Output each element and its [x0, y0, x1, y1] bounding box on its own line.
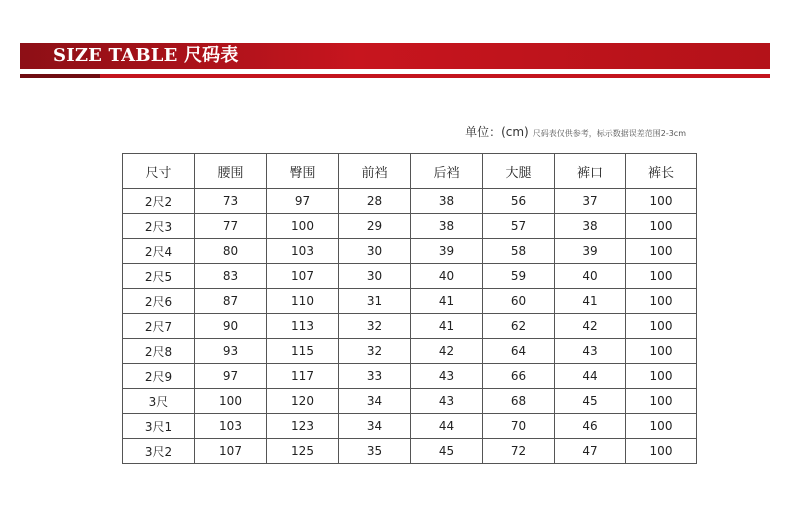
measurement-cell: 100 [626, 314, 697, 339]
page-title: SIZE TABLE 尺码表 [53, 45, 239, 66]
column-header: 大腿 [483, 154, 555, 189]
measurement-cell: 87 [195, 289, 267, 314]
measurement-cell: 43 [555, 339, 626, 364]
measurement-cell: 64 [483, 339, 555, 364]
measurement-cell: 33 [339, 364, 411, 389]
measurement-cell: 38 [411, 189, 483, 214]
measurement-cell: 30 [339, 264, 411, 289]
table-row [123, 389, 697, 414]
measurement-cell: 60 [483, 289, 555, 314]
unit-caption [465, 121, 686, 140]
size-cell: 3尺 [123, 389, 195, 414]
measurement-cell: 107 [195, 439, 267, 464]
measurement-cell: 100 [626, 289, 697, 314]
measurement-cell: 100 [626, 239, 697, 264]
measurement-cell: 68 [483, 389, 555, 414]
measurement-cell: 40 [411, 264, 483, 289]
measurement-cell: 80 [195, 239, 267, 264]
size-cell: 3尺1 [123, 414, 195, 439]
column-header: 腰围 [195, 154, 267, 189]
measurement-cell: 35 [339, 439, 411, 464]
size-cell: 2尺2 [123, 189, 195, 214]
title-banner [20, 43, 770, 69]
measurement-cell: 66 [483, 364, 555, 389]
table-row [123, 339, 697, 364]
measurement-cell: 100 [626, 264, 697, 289]
column-header: 臀围 [267, 154, 339, 189]
measurement-cell: 38 [555, 214, 626, 239]
column-header: 前裆 [339, 154, 411, 189]
measurement-cell: 56 [483, 189, 555, 214]
table-header-row [123, 154, 697, 189]
measurement-cell: 123 [267, 414, 339, 439]
table-row [123, 289, 697, 314]
measurement-cell: 41 [555, 289, 626, 314]
banner-divider-accent [20, 74, 100, 78]
measurement-cell: 113 [267, 314, 339, 339]
measurement-cell: 58 [483, 239, 555, 264]
measurement-cell: 40 [555, 264, 626, 289]
measurement-cell: 47 [555, 439, 626, 464]
measurement-cell: 110 [267, 289, 339, 314]
table-row [123, 189, 697, 214]
measurement-cell: 117 [267, 364, 339, 389]
size-cell: 2尺9 [123, 364, 195, 389]
measurement-cell: 107 [267, 264, 339, 289]
table-row [123, 364, 697, 389]
size-cell: 2尺7 [123, 314, 195, 339]
table-body [123, 189, 697, 464]
measurement-cell: 100 [626, 389, 697, 414]
measurement-cell: 100 [626, 214, 697, 239]
measurement-cell: 29 [339, 214, 411, 239]
size-cell: 2尺3 [123, 214, 195, 239]
size-cell: 2尺8 [123, 339, 195, 364]
measurement-cell: 73 [195, 189, 267, 214]
measurement-cell: 37 [555, 189, 626, 214]
measurement-cell: 90 [195, 314, 267, 339]
measurement-cell: 45 [411, 439, 483, 464]
measurement-cell: 34 [339, 389, 411, 414]
measurement-cell: 39 [411, 239, 483, 264]
measurement-cell: 30 [339, 239, 411, 264]
measurement-cell: 100 [626, 439, 697, 464]
measurement-cell: 103 [195, 414, 267, 439]
column-header: 尺寸 [123, 154, 195, 189]
table-row [123, 264, 697, 289]
measurement-cell: 32 [339, 314, 411, 339]
measurement-cell: 34 [339, 414, 411, 439]
measurement-cell: 72 [483, 439, 555, 464]
unit-note: 尺码表仅供参考，标示数据误差范围2-3cm [532, 129, 686, 138]
measurement-cell: 77 [195, 214, 267, 239]
measurement-cell: 93 [195, 339, 267, 364]
measurement-cell: 43 [411, 364, 483, 389]
table-row [123, 214, 697, 239]
measurement-cell: 39 [555, 239, 626, 264]
banner-divider [20, 74, 770, 78]
measurement-cell: 83 [195, 264, 267, 289]
measurement-cell: 57 [483, 214, 555, 239]
size-cell: 3尺2 [123, 439, 195, 464]
measurement-cell: 115 [267, 339, 339, 364]
measurement-cell: 45 [555, 389, 626, 414]
measurement-cell: 62 [483, 314, 555, 339]
table-row [123, 314, 697, 339]
measurement-cell: 43 [411, 389, 483, 414]
column-header: 后裆 [411, 154, 483, 189]
measurement-cell: 97 [195, 364, 267, 389]
size-table [122, 153, 697, 464]
measurement-cell: 100 [267, 214, 339, 239]
measurement-cell: 44 [555, 364, 626, 389]
measurement-cell: 46 [555, 414, 626, 439]
measurement-cell: 38 [411, 214, 483, 239]
measurement-cell: 41 [411, 314, 483, 339]
measurement-cell: 42 [411, 339, 483, 364]
measurement-cell: 97 [267, 189, 339, 214]
measurement-cell: 120 [267, 389, 339, 414]
table-row [123, 239, 697, 264]
column-header: 裤口 [555, 154, 626, 189]
measurement-cell: 42 [555, 314, 626, 339]
measurement-cell: 100 [195, 389, 267, 414]
unit-label: 单位：(cm) [465, 125, 529, 139]
measurement-cell: 100 [626, 414, 697, 439]
measurement-cell: 31 [339, 289, 411, 314]
measurement-cell: 100 [626, 189, 697, 214]
measurement-cell: 70 [483, 414, 555, 439]
measurement-cell: 103 [267, 239, 339, 264]
measurement-cell: 100 [626, 364, 697, 389]
measurement-cell: 100 [626, 339, 697, 364]
measurement-cell: 41 [411, 289, 483, 314]
measurement-cell: 44 [411, 414, 483, 439]
measurement-cell: 59 [483, 264, 555, 289]
measurement-cell: 28 [339, 189, 411, 214]
table-row [123, 439, 697, 464]
measurement-cell: 32 [339, 339, 411, 364]
measurement-cell: 125 [267, 439, 339, 464]
size-cell: 2尺6 [123, 289, 195, 314]
column-header: 裤长 [626, 154, 697, 189]
size-cell: 2尺4 [123, 239, 195, 264]
table-row [123, 414, 697, 439]
size-cell: 2尺5 [123, 264, 195, 289]
